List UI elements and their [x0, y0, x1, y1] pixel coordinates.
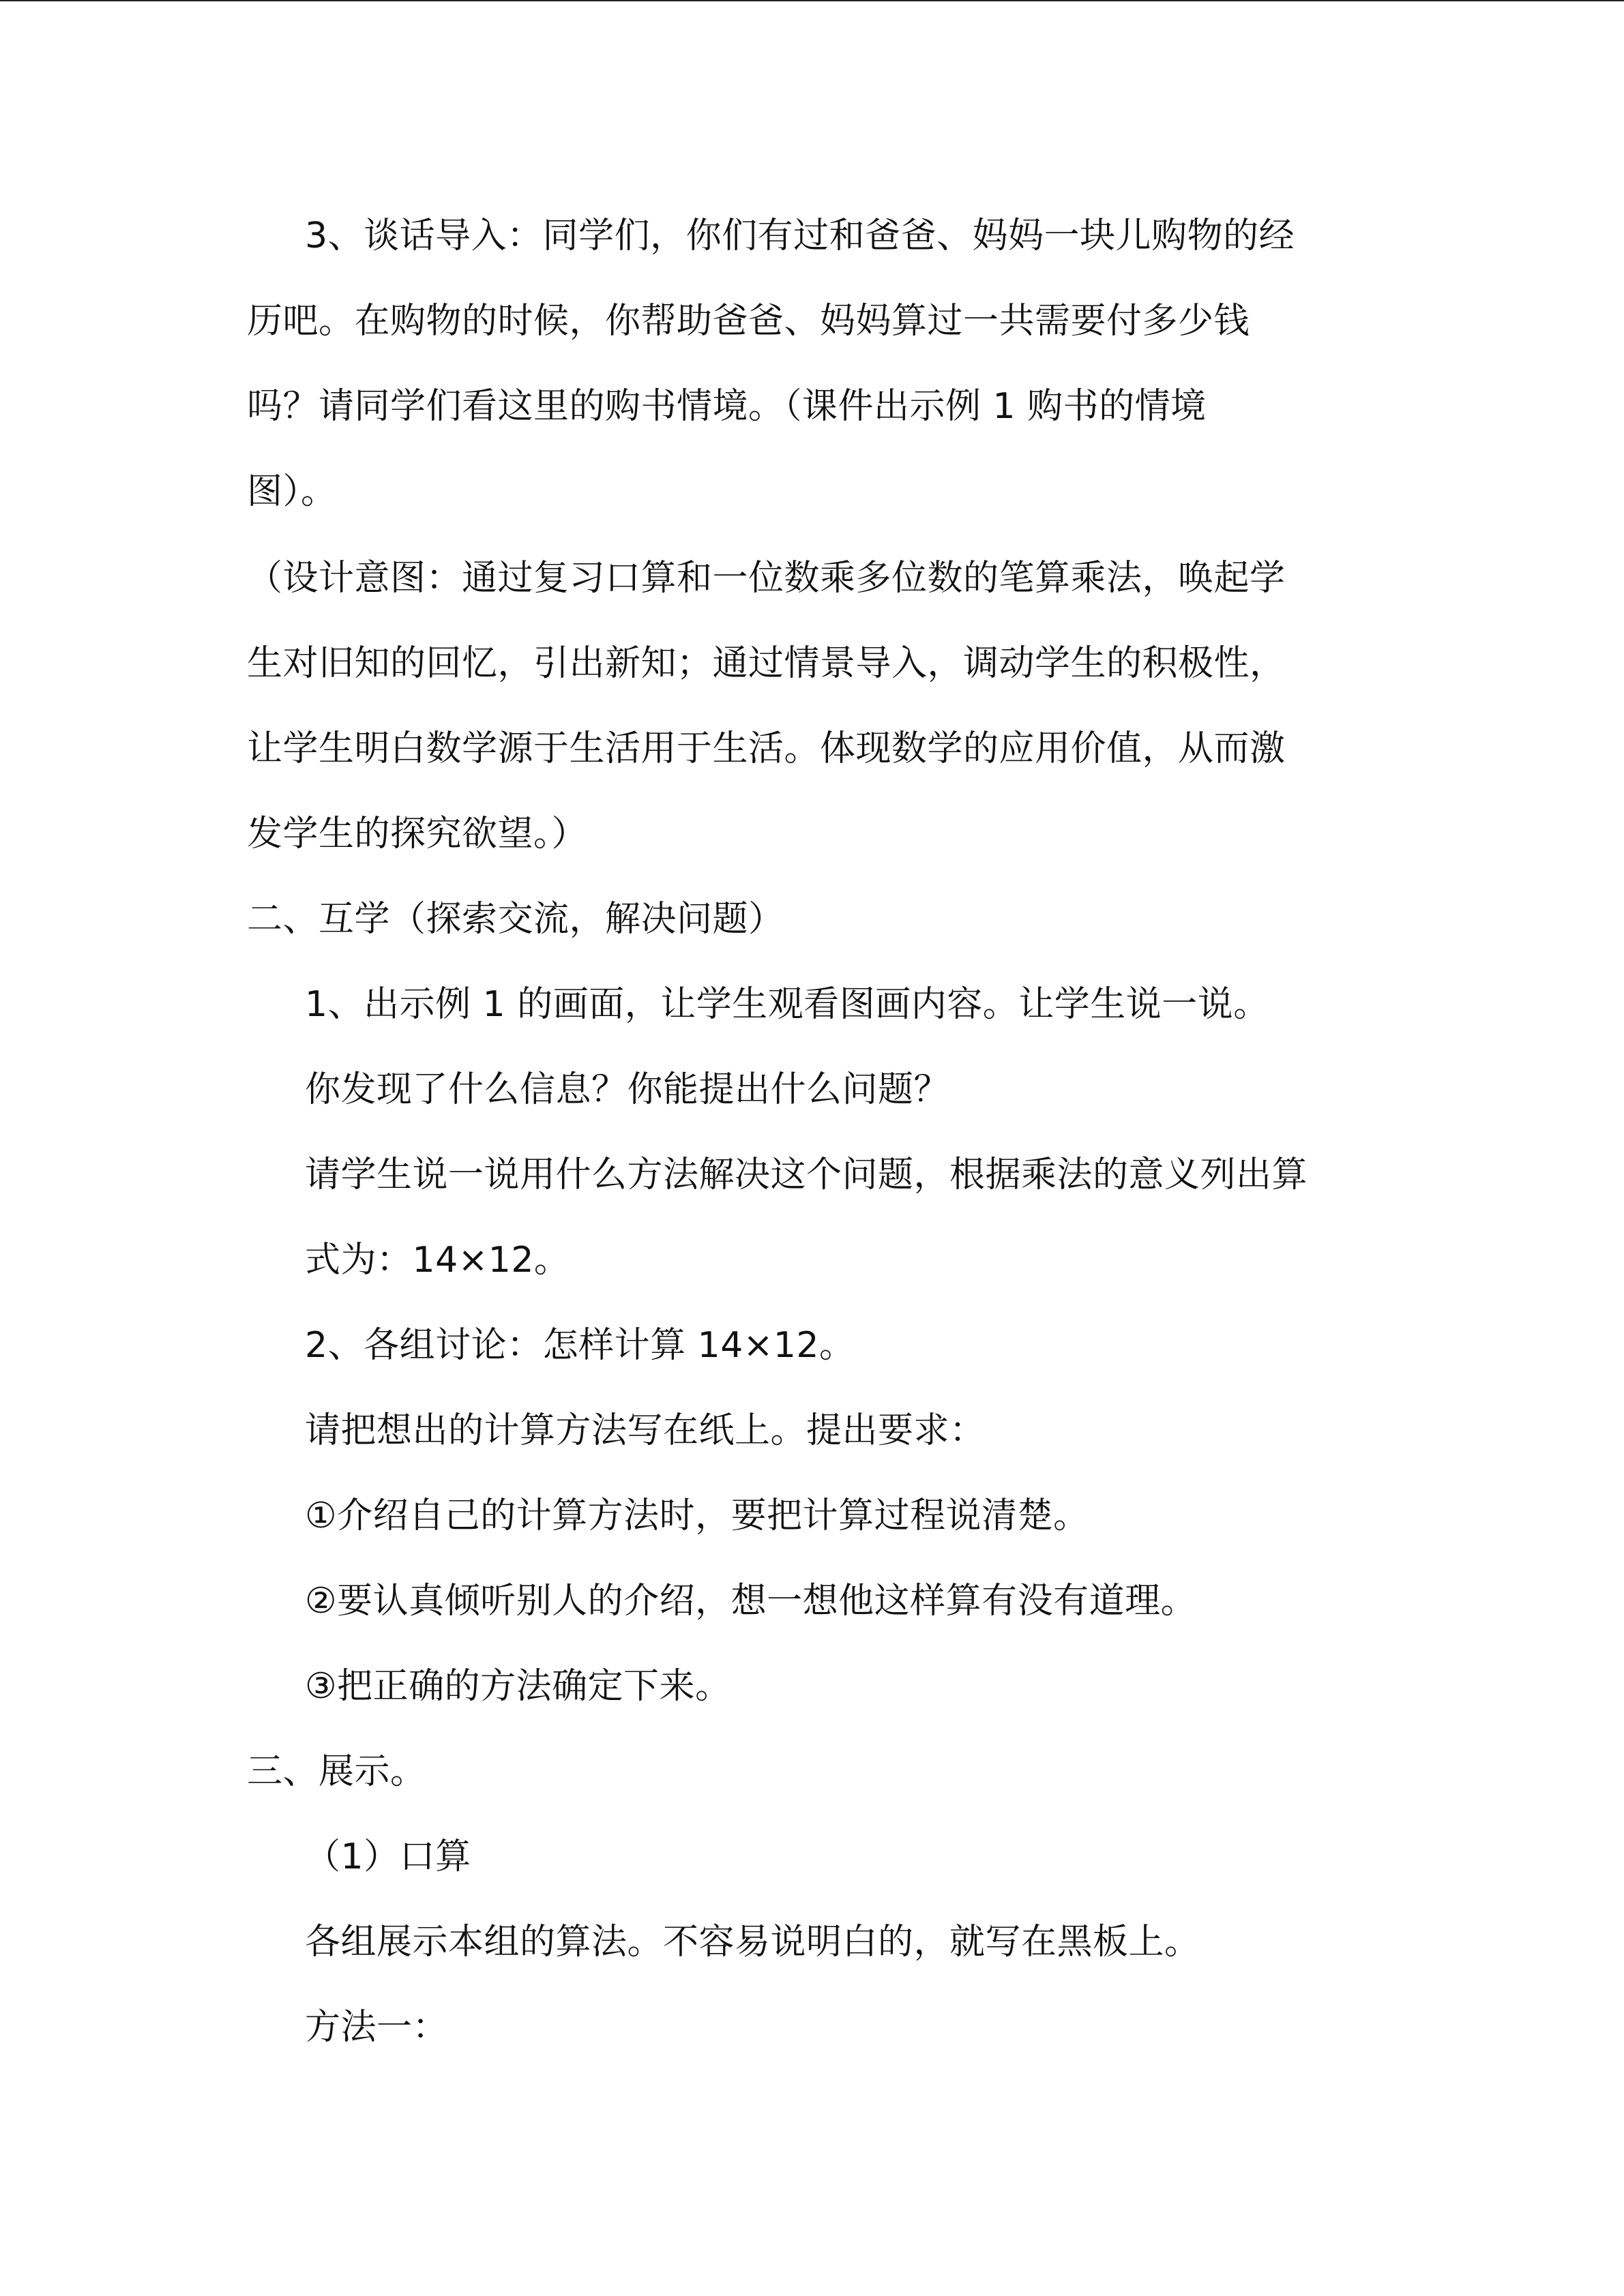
design-intent-line: （设计意图：通过复习口算和一位数乘多位数的笔算乘法，唤起学	[247, 558, 1286, 599]
paragraph-line: 吗？请同学们看这里的购书情境。（课件出示例 1 购书的情境	[247, 386, 1207, 427]
paragraph-line: 请把想出的计算方法写在纸上。提出要求：	[305, 1410, 986, 1451]
paragraph-line: 历吧。在购物的时候，你帮助爸爸、妈妈算过一共需要付多少钱	[247, 301, 1250, 342]
paragraph-line: 3、谈话导入：同学们，你们有过和爸爸、妈妈一块儿购物的经	[305, 215, 1295, 256]
list-item: ①介绍自己的计算方法时，要把计算过程说清楚。	[305, 1495, 1089, 1536]
section-heading: 三、展示。	[247, 1751, 426, 1792]
paragraph-line: 你发现了什么信息？你能提出什么问题？	[305, 1069, 950, 1110]
paragraph-line: 图）。	[247, 471, 337, 512]
paragraph-line: 式为：14×12。	[305, 1240, 570, 1281]
subsection-heading: （1）口算	[305, 1836, 471, 1877]
design-intent-line: 让学生明白数学源于生活用于生活。体现数学的应用价值，从而激	[247, 728, 1286, 769]
paragraph-line: 方法一：	[305, 2007, 449, 2048]
paragraph-line: 1、出示例 1 的画面，让学生观看图画内容。让学生说一说。	[305, 984, 1269, 1025]
design-intent-line: 生对旧知的回忆，引出新知；通过情景导入，调动学生的积极性，	[247, 643, 1286, 684]
paragraph-line: 2、各组讨论：怎样计算 14×12。	[305, 1325, 855, 1366]
design-intent-line: 发学生的探究欲望。）	[247, 814, 588, 854]
list-item: ②要认真倾听别人的介绍，想一想他这样算有没有道理。	[305, 1581, 1197, 1622]
list-item: ③把正确的方法确定下来。	[305, 1666, 731, 1707]
paragraph-line: 请学生说一说用什么方法解决这个问题，根据乘法的意义列出算	[305, 1154, 1308, 1195]
paragraph-line: 各组展示本组的算法。不容易说明白的，就写在黑板上。	[305, 1922, 1200, 1963]
section-heading: 二、互学（探索交流，解决问题）	[247, 899, 784, 940]
